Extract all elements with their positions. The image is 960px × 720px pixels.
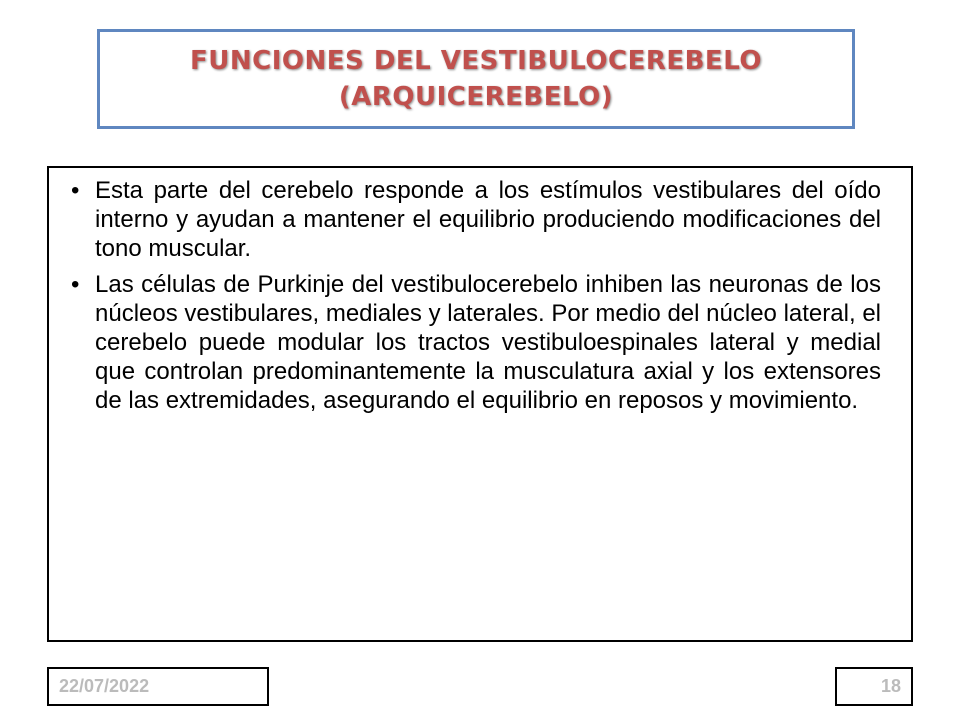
- bullet-list: [63, 176, 881, 415]
- slide-title-line-1: FUNCIONES DEL VESTIBULOCEREBELO: [190, 46, 762, 76]
- bullet-text: Las células de Purkinje del vestibulocerebelo inhiben las neuronas de los núcleos vestibulares, mediales y laterales. Por medio del núcleo lateral, el cerebelo puede modular los tractos vestibuloespinales lateral y medial que controlan predominantemente la musculatura axial y los extensores de las extremidades, asegurando el equilibrio en reposos y movimiento.: [95, 271, 881, 414]
- footer-page-number: 18: [835, 667, 913, 706]
- slide-title-box: [97, 29, 855, 129]
- footer-date: 22/07/2022: [47, 667, 269, 706]
- slide-content-box: [47, 166, 913, 642]
- bullet-dot-icon: •: [71, 177, 80, 204]
- bullet-item: [63, 270, 881, 415]
- bullet-item: [63, 176, 881, 263]
- bullet-text: Esta parte del cerebelo responde a los estímulos vestibulares del oído interno y ayudan a mantener el equilibrio produciendo modificaciones del tono muscular.: [95, 177, 881, 262]
- bullet-dot-icon: •: [71, 271, 80, 298]
- slide-title-line-2: (ARQUICEREBELO): [338, 82, 614, 112]
